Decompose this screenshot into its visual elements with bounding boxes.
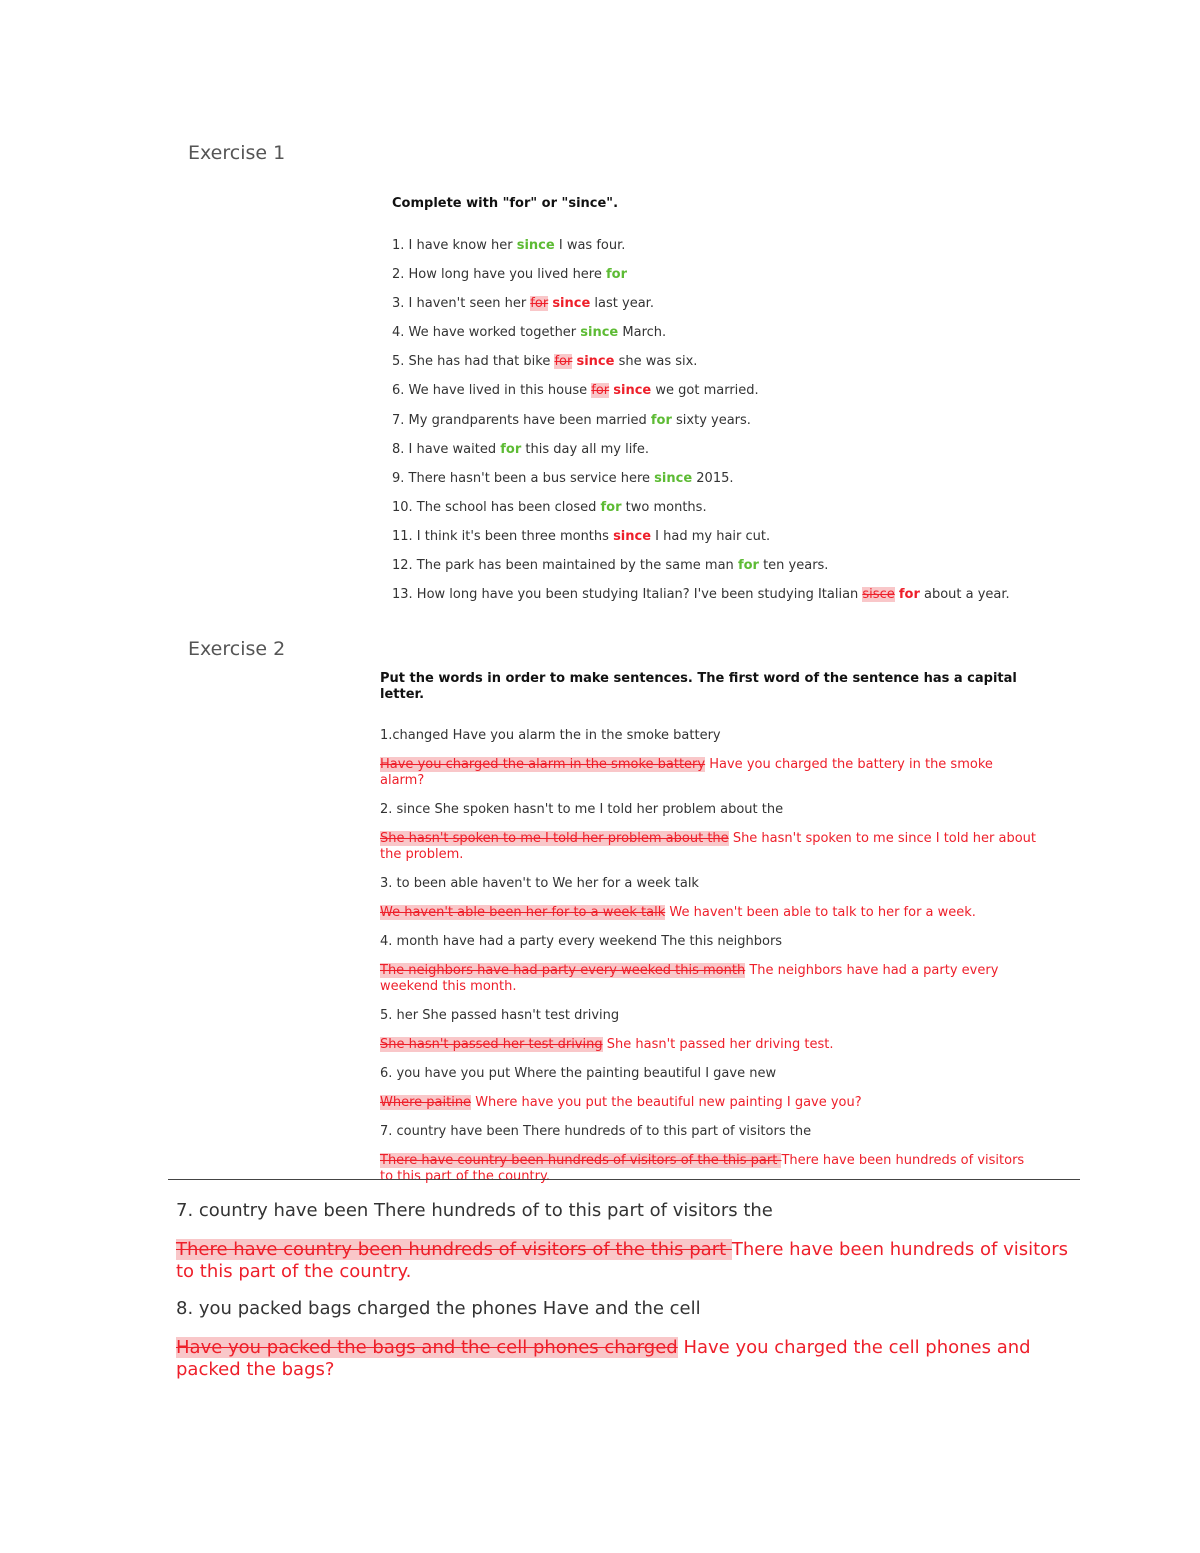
scramble-prompt: 3. to been able haven't to We her for a week talk bbox=[380, 876, 699, 891]
item-text-end: ten years. bbox=[758, 558, 829, 574]
answer-word: for bbox=[606, 267, 627, 283]
deleted-attempt: The neighbors have had party every weeked this month bbox=[380, 963, 746, 978]
answer-word: since bbox=[613, 383, 652, 399]
exercise1-item bbox=[392, 442, 1010, 471]
deleted-attempt: There have country been hundreds of visitors of the this part bbox=[176, 1239, 732, 1260]
item-text-end: I had my hair cut. bbox=[651, 528, 771, 544]
item-text-end: I was four. bbox=[554, 238, 626, 253]
exercise1-item bbox=[392, 500, 1010, 529]
answer-word: for bbox=[500, 441, 522, 457]
item-text: 7. My grandparents have been married bbox=[392, 412, 651, 428]
item-text-end: she was six. bbox=[614, 354, 698, 370]
exercise1-item bbox=[392, 558, 1010, 587]
exercise2-list bbox=[380, 728, 1040, 1188]
item-text: 6. We have lived in this house bbox=[392, 383, 592, 399]
answer-word: since bbox=[552, 296, 591, 312]
exercise1-list bbox=[392, 238, 1010, 616]
corrected-sentence: There have been hundreds of visitors to this part of the country. bbox=[176, 1239, 1068, 1282]
exercise1-item bbox=[392, 267, 1010, 296]
exercise1-item bbox=[392, 238, 1010, 267]
item-text: 2. How long have you lived here bbox=[392, 267, 606, 283]
exercise1-heading: Exercise 1 bbox=[188, 142, 286, 164]
item-text: 8. I have waited bbox=[392, 441, 501, 457]
corrected-sentence: She hasn't passed her driving test. bbox=[606, 1037, 834, 1052]
deleted-attempt: She hasn't passed her test driving bbox=[380, 1037, 603, 1052]
scramble-prompt: 1.changed Have you alarm the in the smoke battery bbox=[380, 728, 721, 743]
item-text-end: two months. bbox=[621, 499, 707, 515]
item-text-end: March. bbox=[618, 325, 667, 341]
corrected-sentence: There have been hundreds of visitors to this part of the country. bbox=[380, 1153, 1025, 1184]
deleted-answer: for bbox=[554, 354, 573, 370]
item-text: 13. How long have you been studying Italian? I've been studying Italian bbox=[392, 587, 863, 603]
answer-line bbox=[380, 757, 1040, 789]
scramble-prompt: 8. you packed bags charged the phones Have and the cell bbox=[176, 1298, 701, 1319]
exercise1-item bbox=[392, 383, 1010, 412]
answer-line bbox=[176, 1337, 1076, 1381]
deleted-attempt: Have you packed the bags and the cell phones charged bbox=[176, 1337, 678, 1358]
deleted-attempt: Have you charged the alarm in the smoke battery bbox=[380, 757, 706, 772]
answer-line bbox=[380, 1153, 1040, 1184]
item-text: 5. She has had that bike bbox=[392, 354, 555, 370]
deleted-attempt: There have country been hundreds of visitors of the this part bbox=[380, 1153, 782, 1168]
corrected-sentence: Have you charged the cell phones and packed the bags? bbox=[176, 1337, 1031, 1380]
scramble-prompt: 5. her She passed hasn't test driving bbox=[380, 1008, 620, 1023]
item-text-end: 2015. bbox=[692, 470, 734, 486]
answer-word: since bbox=[580, 325, 619, 341]
answer-line bbox=[380, 1037, 1040, 1053]
answer-line bbox=[380, 905, 1040, 921]
exercise1-instruction: Complete with "for" or "since". bbox=[392, 196, 619, 211]
item-text: 10. The school has been closed bbox=[392, 499, 601, 515]
exercise1-item bbox=[392, 325, 1010, 354]
corrected-sentence: Where have you put the beautiful new painting I gave you? bbox=[475, 1095, 862, 1110]
item-text: 1. I have know her bbox=[392, 238, 517, 253]
scramble-prompt: 7. country have been There hundreds of to this part of visitors the bbox=[176, 1200, 773, 1221]
corrected-sentence: The neighbors have had a party every weekend this month. bbox=[380, 963, 999, 994]
continuation-list bbox=[176, 1199, 1076, 1395]
answer-line bbox=[176, 1239, 1076, 1283]
scramble-prompt: 4. month have had a party every weekend The this neighbors bbox=[380, 934, 783, 949]
answer-word: for bbox=[737, 558, 759, 574]
answer-line bbox=[380, 831, 1040, 863]
answer-word: since bbox=[516, 238, 555, 253]
answer-word: for bbox=[898, 587, 920, 603]
exercise1-item bbox=[392, 529, 1010, 558]
answer-word: for bbox=[650, 412, 672, 428]
item-text-end: we got married. bbox=[651, 383, 759, 399]
scramble-prompt: 6. you have you put Where the painting beautiful I gave new bbox=[380, 1066, 777, 1081]
deleted-answer: sisce bbox=[862, 587, 895, 603]
item-text-end: this day all my life. bbox=[521, 441, 650, 457]
deleted-answer: for bbox=[591, 383, 610, 399]
answer-line bbox=[380, 963, 1040, 995]
item-text: 9. There hasn't been a bus service here bbox=[392, 470, 655, 486]
scramble-prompt: 2. since She spoken hasn't to me I told her problem about the bbox=[380, 802, 784, 817]
exercise2-heading: Exercise 2 bbox=[188, 638, 286, 660]
item-text: 11. I think it's been three months bbox=[392, 528, 614, 544]
item-text: 4. We have worked together bbox=[392, 325, 581, 341]
item-text: 3. I haven't seen her bbox=[392, 296, 531, 312]
answer-word: since bbox=[613, 528, 652, 544]
exercise1-item bbox=[392, 296, 1010, 325]
page-divider bbox=[168, 1179, 1080, 1180]
deleted-attempt: We haven't able been her for to a week talk bbox=[380, 905, 666, 920]
corrected-sentence: Have you charged the battery in the smoke alarm? bbox=[380, 757, 993, 788]
exercise2-instruction: Put the words in order to make sentences. The first word of the sentence has a capital letter. bbox=[380, 671, 1017, 702]
exercise1-item bbox=[392, 413, 1010, 442]
deleted-answer: for bbox=[530, 296, 549, 312]
exercise1-item bbox=[392, 471, 1010, 500]
item-text-end: sixty years. bbox=[671, 412, 751, 428]
answer-line bbox=[380, 1095, 1040, 1111]
exercise1-item bbox=[392, 354, 1010, 383]
answer-word: for bbox=[600, 499, 622, 515]
item-text: 12. The park has been maintained by the same man bbox=[392, 558, 738, 574]
scramble-prompt: 7. country have been There hundreds of to this part of visitors the bbox=[380, 1124, 812, 1139]
corrected-sentence: We haven't been able to talk to her for a week. bbox=[669, 905, 976, 920]
answer-word: since bbox=[576, 354, 615, 370]
corrected-sentence: She hasn't spoken to me since I told her about the problem. bbox=[380, 831, 1036, 862]
exercise1-item bbox=[392, 587, 1010, 616]
item-text-end: about a year. bbox=[919, 587, 1010, 603]
deleted-attempt: She hasn't spoken to me I told her problem about the bbox=[380, 831, 729, 846]
answer-word: since bbox=[654, 470, 693, 486]
deleted-attempt: Where paitine bbox=[380, 1095, 472, 1110]
item-text-end: last year. bbox=[590, 296, 654, 312]
